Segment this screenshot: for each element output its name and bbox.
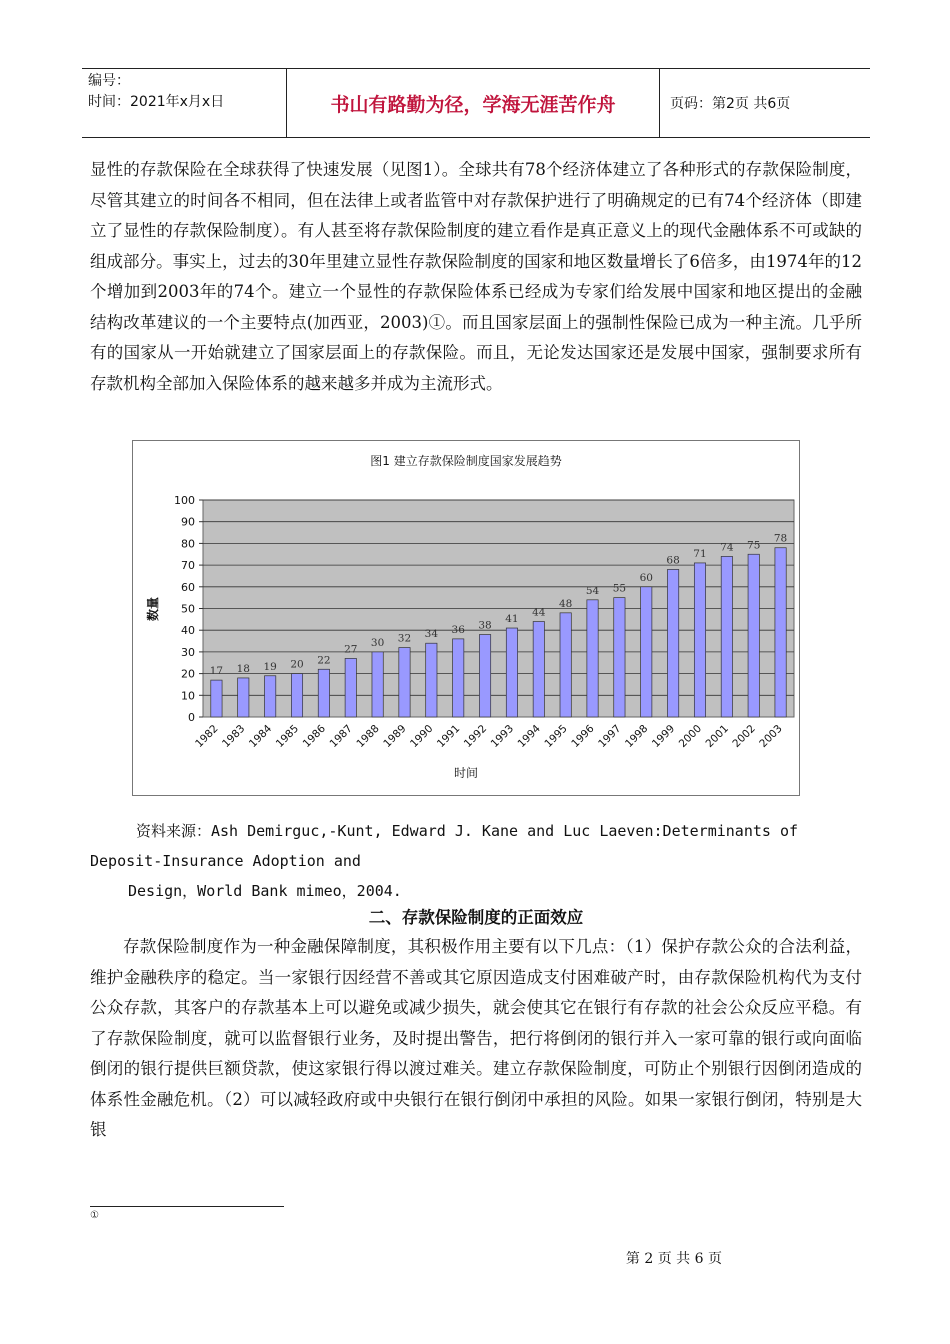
- bar: [426, 643, 437, 717]
- y-tick-label: 60: [181, 580, 195, 594]
- bar: [372, 652, 383, 717]
- bar: [775, 548, 786, 717]
- header-page-info: 页码：第2页 共6页: [670, 96, 791, 112]
- source-citation: [90, 816, 862, 906]
- bar: [721, 556, 732, 717]
- y-axis-label: 数量: [146, 596, 160, 622]
- x-tick-label: 2001: [703, 722, 731, 751]
- paragraph-effects: [90, 932, 862, 1146]
- footer-page-number: 第 2 页 共 6 页: [625, 1251, 722, 1267]
- page-header: [82, 68, 870, 138]
- bar: [506, 628, 517, 717]
- data-label: 75: [747, 539, 761, 552]
- y-tick-label: 30: [181, 645, 195, 659]
- bar: [318, 669, 329, 717]
- data-label: 36: [451, 623, 465, 636]
- data-label: 78: [773, 532, 788, 545]
- x-tick-label: 1993: [488, 722, 517, 751]
- x-tick-label: 1983: [220, 722, 248, 751]
- y-tick-label: 0: [188, 711, 195, 724]
- bar: [265, 676, 276, 717]
- chart-title: 图1 建立存款保险制度国家发展趋势: [370, 454, 562, 468]
- bar: [399, 648, 410, 717]
- paragraph-text: 显性的存款保险在全球获得了快速发展（见图1）。全球共有78个经济体建立了各种形式的存款保险制度，尽管其建立的时间各不相同，但在法律上或者监管中对存款保护进行了明确规定的已有74个经济体（即建立了显性的存款保险制度）。有人甚至将存款保险制度的建立看作是真正意义上的现代金融体系不可或缺的组成部分。事实上，过去的30年里建立显性存款保险制度的国家和地区数量增长了6倍多，由1974年的12个增加到2003年的74个。建立一个显性的存款保险体系已经成为专家们给发展中国家和地区提出的金融结构改革建议的一个主要特点(加西亚，2003)①。而且国家层面上的强制性保险已成为一种主流。几乎所有的国家从一开始就建立了国家层面上的存款保险。而且，无论发达国家还是发展中国家，强制要求所有存款机构全部加入保险体系的越来越多并成为主流形式。: [90, 160, 862, 393]
- paragraph-text: 存款保险制度作为一种金融保障制度，其积极作用主要有以下几点：（1）保护存款公众的合法利益，维护金融秩序的稳定。当一家银行因经营不善或其它原因造成支付困难破产时，由存款保险机构代为支付公众存款，其客户的存款基本上可以避免或减少损失，就会使其它在银行有存款的社会公众反应平稳。有了存款保险制度，就可以监督银行业务，及时提出警告，把行将倒闭的银行并入一家可靠的银行或向面临倒闭的银行提供巨额贷款，使这家银行得以渡过难关。建立存款保险制度，可防止个别银行因倒闭造成的体系性金融危机。（2）可以减轻政府或中央银行在银行倒闭中承担的风险。如果一家银行倒闭，特别是大银: [90, 937, 862, 1139]
- bar: [641, 587, 652, 717]
- bar-chart: [133, 441, 799, 795]
- y-tick-label: 90: [181, 515, 195, 529]
- x-tick-label: 1987: [327, 722, 355, 751]
- x-tick-label: 1985: [273, 722, 302, 751]
- bar: [533, 622, 544, 717]
- header-meta: [82, 69, 287, 137]
- section-title: 二、存款保险制度的正面效应: [368, 908, 584, 927]
- x-tick-label: 1986: [300, 722, 329, 751]
- x-tick-label: 1989: [381, 722, 409, 751]
- source-line-3: Design，World Bank mimeo，2004.: [128, 882, 402, 900]
- x-tick-label: 1997: [596, 722, 624, 751]
- footnote-divider: [90, 1206, 284, 1207]
- date-label: 时间：2021年x月x日: [88, 94, 225, 110]
- data-label: 68: [666, 554, 680, 567]
- source-line-2: Deposit-Insurance Adoption and: [90, 852, 361, 870]
- y-tick-label: 50: [181, 602, 195, 616]
- paragraph-intro: [90, 155, 862, 399]
- footnote-mark: ①: [90, 1210, 99, 1221]
- x-tick-label: 1995: [542, 722, 570, 751]
- data-label: 19: [263, 660, 277, 673]
- data-label: 41: [505, 613, 519, 626]
- bar: [238, 678, 249, 717]
- data-label: 18: [236, 662, 250, 675]
- data-label: 32: [397, 632, 412, 645]
- x-tick-label: 2003: [757, 722, 785, 751]
- x-tick-label: 1982: [193, 722, 221, 751]
- x-tick-label: 1984: [246, 722, 275, 751]
- y-tick-label: 10: [181, 689, 195, 703]
- data-label: 55: [612, 582, 627, 595]
- bar: [614, 598, 625, 717]
- bar: [587, 600, 598, 717]
- y-tick-label: 40: [181, 624, 195, 638]
- bar: [291, 674, 302, 717]
- data-label: 71: [693, 547, 707, 560]
- bar: [345, 658, 356, 717]
- x-tick-label: 1996: [569, 722, 597, 751]
- x-tick-label: 1998: [622, 722, 651, 751]
- data-label: 17: [209, 665, 224, 678]
- number-label: 编号：: [88, 73, 130, 89]
- x-tick-label: 1990: [408, 722, 436, 751]
- data-label: 38: [478, 619, 492, 632]
- data-label: 48: [558, 597, 573, 610]
- y-tick-label: 70: [181, 559, 195, 573]
- data-label: 44: [532, 606, 546, 619]
- bar: [694, 563, 705, 717]
- x-tick-label: 1991: [434, 722, 463, 751]
- header-motto: 书山有路勤为径，学海无涯苦作舟: [287, 69, 660, 137]
- data-label: 27: [344, 643, 358, 656]
- chart-figure: [132, 440, 800, 796]
- page-footer: [0, 1248, 950, 1268]
- data-label: 34: [424, 628, 439, 641]
- x-tick-label: 1988: [354, 722, 382, 751]
- data-label: 74: [720, 541, 734, 554]
- bar: [211, 680, 222, 717]
- bar: [667, 569, 678, 717]
- source-line-1: 资料来源：Ash Demirguc,-Kunt, Edward J. Kane and Luc Laeven:Determinants of: [136, 822, 799, 840]
- x-tick-label: 1999: [649, 722, 678, 751]
- x-axis-label: 时间: [453, 766, 479, 780]
- bar: [560, 613, 571, 717]
- data-label: 30: [370, 636, 385, 649]
- y-tick-label: 100: [174, 494, 195, 507]
- x-tick-label: 2002: [730, 722, 758, 751]
- bar: [479, 635, 490, 717]
- data-label: 22: [317, 654, 331, 667]
- y-tick-label: 80: [181, 537, 195, 551]
- x-tick-label: 2000: [676, 722, 705, 751]
- data-label: 60: [639, 571, 653, 584]
- bar: [453, 639, 464, 717]
- x-tick-label: 1994: [515, 722, 543, 751]
- y-tick-label: 20: [181, 667, 195, 681]
- data-label: 20: [290, 658, 304, 671]
- bar: [748, 554, 759, 717]
- data-label: 54: [585, 584, 600, 597]
- x-tick-label: 1992: [461, 722, 490, 751]
